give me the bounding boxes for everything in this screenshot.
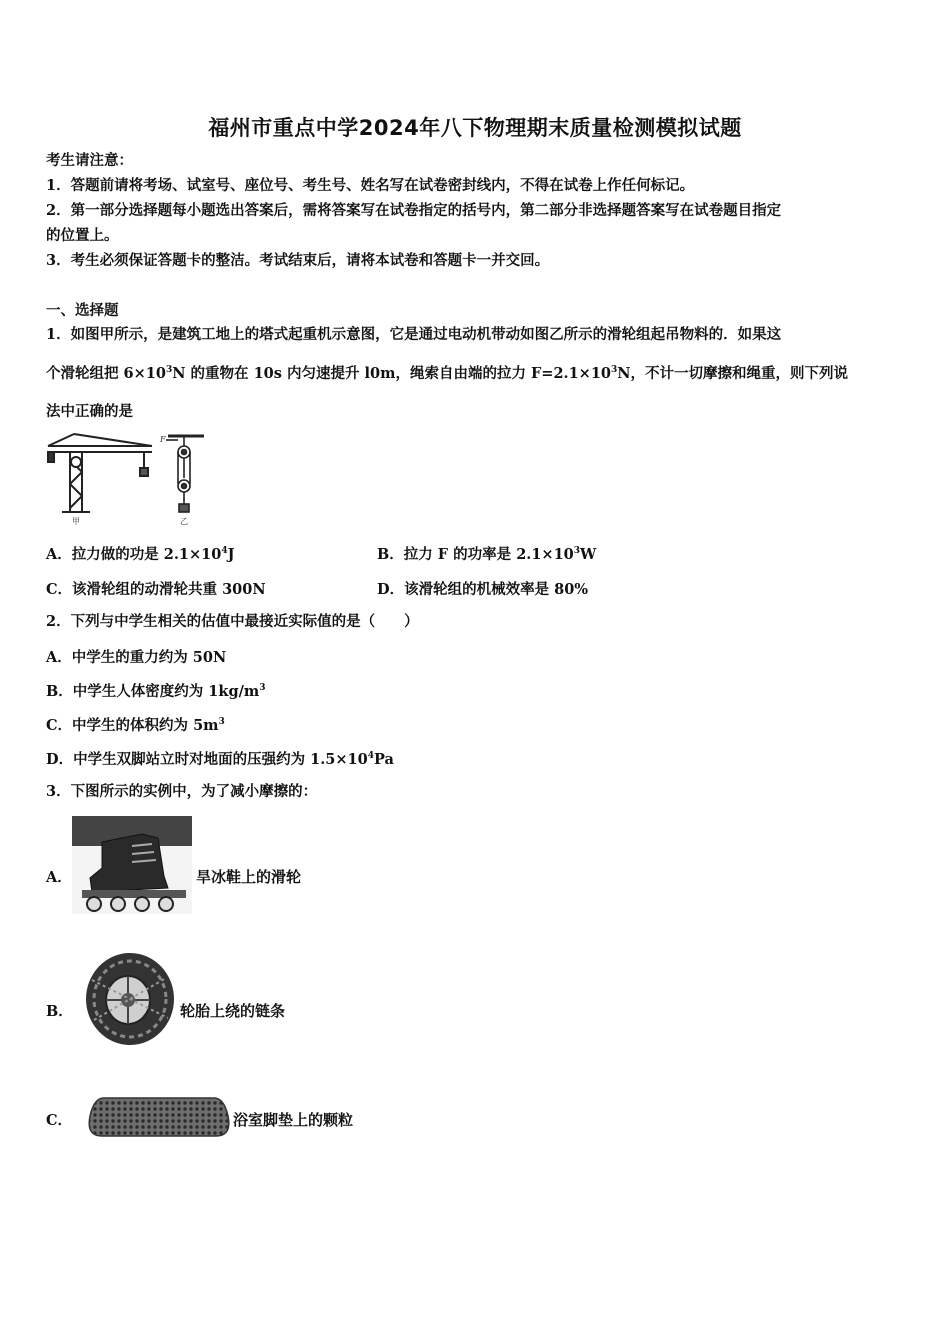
q2-option-d-sup: 4 <box>367 751 374 762</box>
q2-option-d-unit: Pa <box>373 751 394 768</box>
q1-sup-1: 3 <box>165 365 173 376</box>
roller-skate-image <box>72 816 192 914</box>
q2-option-b-text: B．中学生人体密度约为 1kg/m <box>46 683 260 700</box>
q1-option-b-unit: W <box>580 546 597 563</box>
q1-option-d[interactable]: D．该滑轮组的机械效率是 80% <box>377 581 589 598</box>
q2-stem: 2．下列与中学生相关的估值中最接近实际值的是（ ） <box>46 613 419 630</box>
q3-option-c-text: 浴室脚垫上的颗粒 <box>233 1111 354 1129</box>
q1-line-2c: N，不计一切摩擦和绳重，则下列说 <box>617 365 849 382</box>
q3-option-b-letter[interactable]: B． <box>46 1003 73 1020</box>
q1-option-b-text: B．拉力 F 的功率是 2.1×10 <box>377 546 574 563</box>
crane-pulley-figure <box>44 432 214 528</box>
q1-line-2b: N 的重物在 10s 内匀速提升 l0m，绳索自由端的拉力 F=2.1×10 <box>172 365 612 382</box>
notice-item-2: 2．第一部分选择题每小题选出答案后，需将答案写在试卷指定的括号内，第二部分非选择题答案写在试卷题目指定 <box>46 202 782 219</box>
q2-option-c[interactable] <box>46 714 225 735</box>
notice-item-2-cont: 的位置上。 <box>46 227 119 244</box>
q1-line-2a: 个滑轮组把 6×10 <box>46 365 166 382</box>
tire-chain-image <box>82 950 178 1048</box>
q2-option-b[interactable] <box>46 680 265 701</box>
bath-mat-image <box>86 1094 232 1140</box>
q3-stem: 3．下图所示的实例中，为了减小摩擦的： <box>46 783 318 800</box>
q2-option-c-text: C．中学生的体积约为 5m <box>46 717 219 734</box>
q3-option-c-letter[interactable]: C． <box>46 1112 73 1129</box>
q2-option-a[interactable]: A．中学生的重力约为 50N <box>46 649 227 666</box>
q1-sup-2: 3 <box>611 365 618 376</box>
q1-option-a[interactable] <box>46 543 235 564</box>
section-heading: 一、选择题 <box>46 302 119 319</box>
q1-line-2 <box>46 364 848 384</box>
tower-crane-drawing <box>48 434 152 512</box>
q1-option-c[interactable]: C．该滑轮组的动滑轮共重 300N <box>46 581 266 598</box>
page-title: 福州市重点中学2024年八下物理期末质量检测模拟试题 <box>208 116 742 140</box>
q3-option-a-letter[interactable]: A． <box>46 869 72 886</box>
notice-item-1: 1．答题前请将考场、试室号、座位号、考生号、姓名写在试卷密封线内，不得在试卷上作任何标记。 <box>46 177 695 194</box>
notice-heading: 考生请注意： <box>46 152 133 169</box>
q2-option-c-sup: 3 <box>218 717 225 728</box>
q2-option-d[interactable] <box>46 748 394 769</box>
q1-option-a-unit: J <box>227 546 235 563</box>
q1-line-1: 1．如图甲所示，是建筑工地上的塔式起重机示意图，它是通过电动机带动如图乙所示的滑轮组起吊物料的．如果这 <box>46 326 782 343</box>
notice-item-3: 3．考生必须保证答题卡的整洁。考试结束后，请将本试卷和答题卡一并交回。 <box>46 252 550 269</box>
fig-label-yi: 乙 <box>180 517 188 526</box>
q3-option-b-text: 轮胎上绕的链条 <box>180 1002 286 1020</box>
q1-option-b-sup: 3 <box>573 546 581 557</box>
q3-option-a-text: 旱冰鞋上的滑轮 <box>196 868 302 886</box>
pulley-block-drawing <box>166 436 204 512</box>
q1-option-a-sup: 4 <box>221 546 228 557</box>
q1-line-3: 法中正确的是 <box>46 403 133 420</box>
fig-label-f: F <box>160 435 166 444</box>
q1-option-b[interactable] <box>377 543 596 564</box>
q2-option-b-sup: 3 <box>259 683 266 694</box>
q1-option-a-text: A．拉力做的功是 2.1×10 <box>46 546 222 563</box>
q2-option-d-text: D．中学生双脚站立时对地面的压强约为 1.5×10 <box>46 751 368 768</box>
fig-label-jia: 甲 <box>72 517 80 526</box>
